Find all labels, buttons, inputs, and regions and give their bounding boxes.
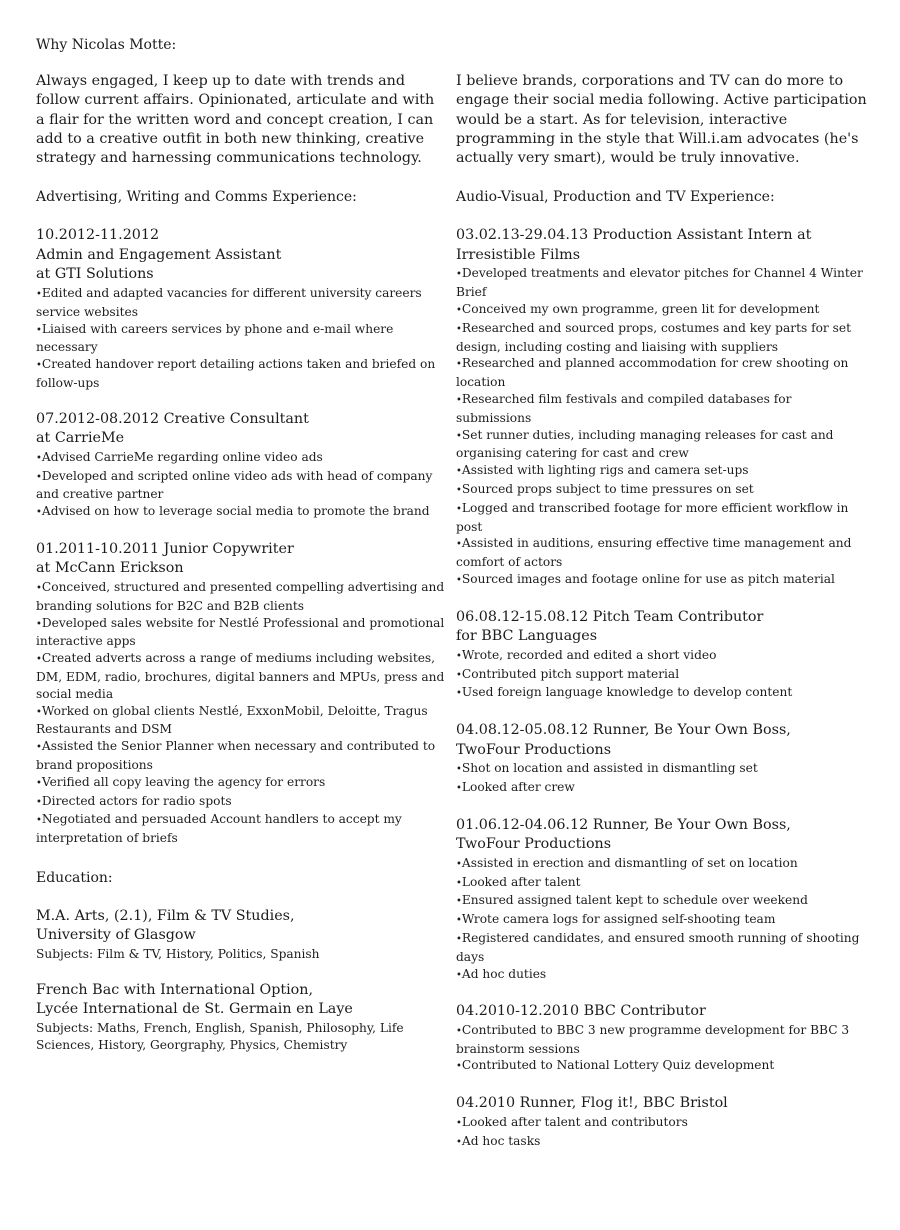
entry-title: 07.2012-08.2012 Creative Consultant [36,410,309,427]
entry-employer: at CarrieMe [36,430,125,447]
entry-bullet: • Researched and planned accommodation for crew shooting on location [456,355,868,391]
audiovisual-section-title: Audio-Visual, Production and TV Experience: [456,189,775,206]
entry-title: 04.08.12-05.08.12 Runner, Be Your Own Boss, [456,722,791,739]
institution-name: Lycée International de St. Germain en Laye [36,1001,353,1018]
institution-name: University of Glasgow [36,927,196,944]
experience-entry [36,540,446,847]
experience-entry [456,608,868,703]
entry-employer: at McCann Erickson [36,560,184,577]
entry-bullet: • Wrote, recorded and edited a short video [456,647,868,666]
entry-title: 10.2012-11.2012 [36,227,160,244]
entry-bullet: • Conceived my own programme, green lit for development [456,301,868,320]
entry-bullet: • Set runner duties, including managing releases for cast and organising catering for cast and crew [456,427,868,463]
entry-bullet: • Ad hoc tasks [456,1133,868,1152]
advertising-entries [36,226,446,846]
right-column [456,72,868,1169]
entry-bullet: • Ensured assigned talent kept to schedule over weekend [456,892,868,911]
entry-bullet: • Wrote camera logs for assigned self-shooting team [456,911,868,930]
entry-bullet: • Developed and scripted online video ads with head of company and creative partner [36,468,446,504]
entry-bullet: • Advised CarrieMe regarding online video ads [36,449,446,468]
entry-bullet: • Looked after talent [456,874,868,893]
entry-bullet: • Advised on how to leverage social media to promote the brand [36,503,446,522]
entry-bullet: • Shot on location and assisted in dismantling set [456,760,868,779]
entry-bullet: • Logged and transcribed footage for more efficient workflow in post [456,500,868,536]
degree-title: M.A. Arts, (2.1), Film & TV Studies, [36,907,295,924]
entry-bullet: • Registered candidates, and ensured smooth running of shooting days [456,930,868,966]
entry-employer: Admin and Engagement Assistant [36,246,282,263]
entry-bullet: • Researched and sourced props, costumes and key parts for set design, including costing and liaising with suppliers [456,320,868,356]
entry-bullet: • Edited and adapted vacancies for different university careers service websites [36,285,446,321]
entry-bullet: • Assisted with lighting rigs and camera set-ups [456,462,868,481]
experience-entry [456,721,868,798]
page-heading: Why Nicolas Motte: [36,37,177,53]
experience-entry [36,226,446,391]
entry-bullet: • Created adverts across a range of mediums including websites, DM, EDM, radio, brochures, digital banners and MPUs, press and social media [36,650,446,702]
entry-bullet: • Verified all copy leaving the agency for errors [36,774,446,793]
entry-bullet: • Contributed to National Lottery Quiz development [456,1057,868,1076]
education-subjects: Subjects: Film & TV, History, Politics, Spanish [36,946,320,961]
entry-title: 06.08.12-15.08.12 Pitch Team Contributor [456,608,764,625]
entry-bullet: • Conceived, structured and presented compelling advertising and branding solutions for B2C and B2B clients [36,579,446,615]
left-column [36,72,446,1072]
entry-employer: for BBC Languages [456,628,598,645]
experience-entry [456,816,868,985]
entry-bullet: • Looked after talent and contributors [456,1114,868,1133]
entry-bullet: • Created handover report detailing actions taken and briefed on follow-ups [36,356,446,392]
entry-title: 01.2011-10.2011 Junior Copywriter [36,540,294,557]
entry-title: 01.06.12-04.06.12 Runner, Be Your Own Boss, [456,816,791,833]
entry-employer: at GTI Solutions [36,266,154,283]
entry-bullet: • Directed actors for radio spots [36,793,446,812]
entry-bullet: • Developed sales website for Nestlé Professional and promotional interactive apps [36,615,446,651]
entry-title: 03.02.13-29.04.13 Production Assistant Intern at [456,227,812,244]
audiovisual-entries [456,226,868,1151]
entry-bullet: • Researched film festivals and compiled databases for submissions [456,391,868,427]
degree-title: French Bac with International Option, [36,981,314,998]
advertising-section-title: Advertising, Writing and Comms Experience: [36,189,357,206]
entry-bullet: • Looked after crew [456,779,868,798]
entry-title: 04.2010 Runner, Flog it!, BBC Bristol [456,1095,728,1112]
experience-entry [36,410,446,522]
entry-bullet: • Contributed to BBC 3 new programme development for BBC 3 brainstorm sessions [456,1022,868,1058]
experience-entry [456,1002,868,1076]
entry-title: 04.2010-12.2010 BBC Contributor [456,1003,706,1020]
education-entry [36,981,446,1054]
entry-bullet: • Liaised with careers services by phone and e-mail where necessary [36,321,446,357]
entry-bullet: • Assisted in erection and dismantling of set on location [456,855,868,874]
entry-employer: TwoFour Productions [456,836,612,853]
entry-bullet: • Assisted in auditions, ensuring effective time management and comfort of actors [456,535,868,571]
entry-bullet: • Used foreign language knowledge to develop content [456,684,868,703]
education-subjects: Subjects: Maths, French, English, Spanish, Philosophy, Life Sciences, History, Georgraphy, Physics, Chemistry [36,1020,404,1052]
entry-employer: Irresistible Films [456,246,581,263]
entry-bullet: • Contributed pitch support material [456,666,868,685]
education-entries [36,907,446,1054]
education-section-title: Education: [36,869,113,886]
entry-bullet: • Sourced images and footage online for use as pitch material [456,571,868,590]
experience-entry [456,226,868,589]
entry-bullet: • Developed treatments and elevator pitches for Channel 4 Winter Brief [456,265,868,301]
education-entry [36,907,446,963]
entry-bullet: • Assisted the Senior Planner when necessary and contributed to brand propositions [36,738,446,774]
entry-bullet: • Worked on global clients Nestlé, ExxonMobil, Deloitte, Tragus Restaurants and DSM [36,703,446,739]
left-intro: Always engaged, I keep up to date with trends and follow current affairs. Opinionated, articulate and with a flair for the written word and concept creation, I can add to a creative outfit in both new thinking, creative strategy and harnessing communications technology. [36,73,435,167]
experience-entry [456,1094,868,1151]
entry-bullet: • Sourced props subject to time pressures on set [456,481,868,500]
entry-bullet: • Negotiated and persuaded Account handlers to accept my interpretation of briefs [36,811,446,847]
entry-employer: TwoFour Productions [456,741,612,758]
right-intro: I believe brands, corporations and TV can do more to engage their social media following. Active participation would be a start. As for television, interactive programming in the style that Will.i.am advocates (he's actually very smart), would be truly innovative. [456,73,867,167]
entry-bullet: • Ad hoc duties [456,966,868,985]
